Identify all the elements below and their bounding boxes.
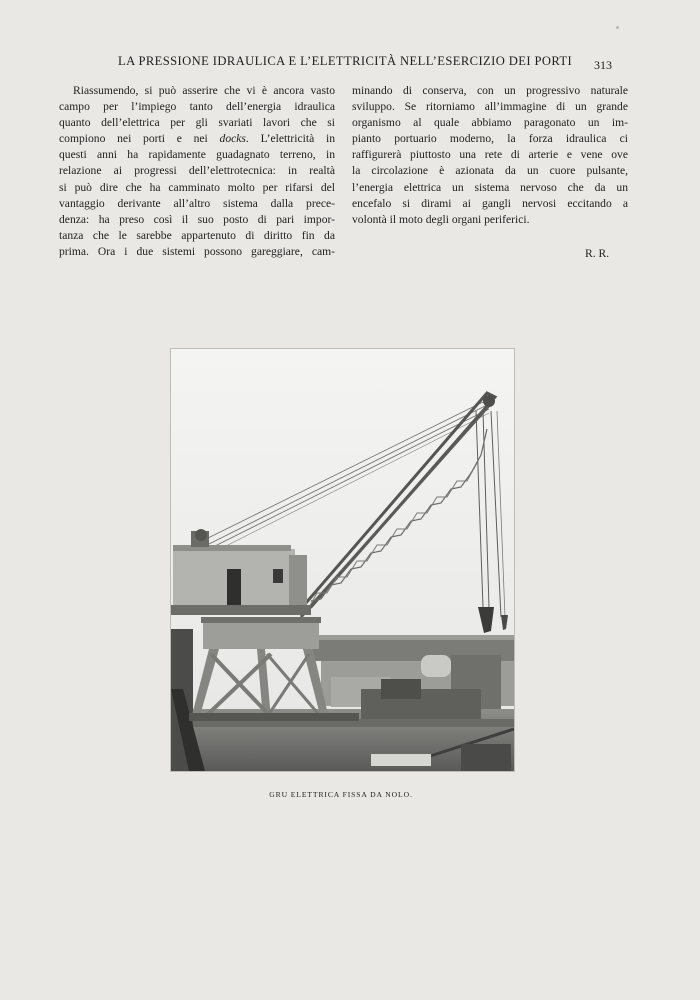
text-line: si può dire che ha camminato molto per rifarsi del — [59, 180, 335, 194]
page-number: 313 — [594, 58, 612, 72]
text-line: denza: ha preso così il suo posto di pari impor- — [59, 212, 335, 226]
text-line: tanza che le sarebbe appartenuto di diritto fin da — [59, 228, 335, 242]
figure-caption: GRU ELETTRICA FISSA DA NOLO. — [269, 790, 413, 799]
text-line: vantaggio derivante all’altro sistema dalla prece- — [59, 196, 335, 210]
text-line: quanto dell’elettrica per gli svariati lavori che si — [59, 116, 335, 130]
text-line: campo per l’impiego tanto dell’energia idraulica — [59, 100, 335, 114]
text-line: encefalo si dirami ai gangli nervosi eccitando a — [352, 196, 628, 210]
text-line: compiono nei porti e nei docks. L’elettricità in — [59, 132, 335, 146]
text-column-left — [59, 83, 335, 260]
running-header: LA PRESSIONE IDRAULICA E L’ELETTRICITÀ NELL’ESERCIZIO DEI PORTI — [118, 54, 573, 68]
crane-illustration — [171, 349, 514, 771]
text-column-right — [352, 83, 628, 228]
text-line: Riassumendo, si può asserire che vi è ancora vasto — [73, 84, 335, 97]
text-line: minando di conserva, con un progressivo naturale — [352, 84, 628, 97]
text-line: volontà il moto degli organi periferici. — [352, 212, 530, 226]
text-line: la circolazione è azionata da un cuore pulsante, — [352, 164, 628, 178]
text-line: raffigurerà piuttosto una rete di arterie e vene ove — [352, 148, 628, 162]
text-line: prima. Ora i due sistemi possono gareggiare, cam- — [59, 244, 335, 258]
text-line: pianto portuario moderno, la forza idraulica ci — [352, 132, 628, 146]
text-line: sviluppo. Se ritorniamo all’immagine di un grande — [352, 100, 628, 114]
text-line: organismo al quale abbiamo paragonato un im- — [352, 116, 628, 130]
crane-photograph — [170, 348, 515, 772]
text-line: questi anni ha rapidamente guadagnato terreno, in — [59, 148, 335, 162]
author-signature: R. R. — [585, 247, 610, 260]
text-line: relazione ai progressi dell’elettrotecnica: in realtà — [59, 164, 335, 178]
paper-speck — [616, 26, 619, 29]
text-line: l’energia elettrica un sistema nervoso che da un — [352, 180, 628, 194]
